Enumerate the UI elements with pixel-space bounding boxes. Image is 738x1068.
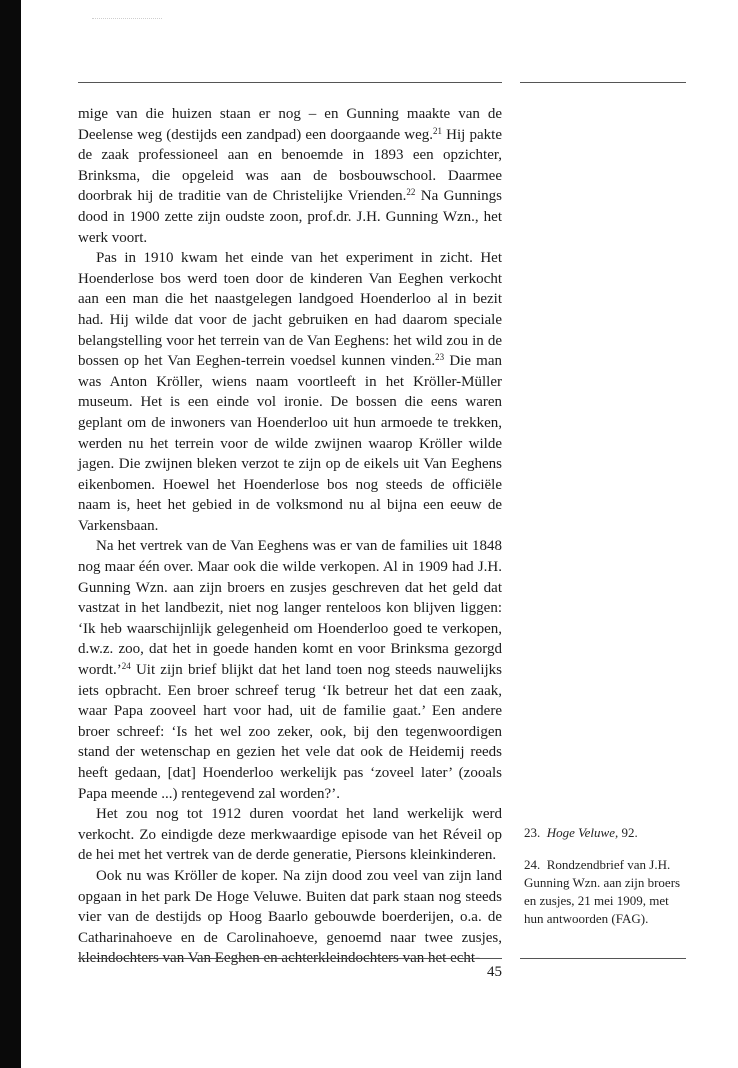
paragraph-2: Pas in 1910 kwam het einde van het experiment in zicht. Het Hoenderlose bos werd toen door de kinderen Van Eeghen verkocht aan een man die het naastgelegen landgoed Hoenderloo al in bezit had. Hij wilde dat voor de jacht gebruiken en had daarom speciale belangstelling voor het terrein van de Van Eeghens: het wild zou in de bossen op het Van Eeghen-terrein voedsel kunnen vinden.$^{23}$ Die man was Anton Kröller, wiens naam voortleeft in het Kröller-Müller museum. Het is een einde vol ironie. De bossen die eens waren geplant om de inwoners van Hoenderloo uit hun armoede te trekken, werden nu het terrein voor de wilde zwijnen waarop Kröller wilde jagen. Die zwijnen bleken verzot te zijn op de eikels uit Van Eeghens eikenbomen. Hoewel het Hoenderlose bos nog steeds de officiële naam is, heet het gebied in de volksmond nu al bijna een eeuw de Varkensbaan. (78, 250, 503, 534)
footnote-24 (524, 856, 688, 928)
footnote-ref-22[interactable]: 22 (406, 187, 416, 198)
footer-rule-main (78, 958, 502, 959)
footnote-ref-21[interactable]: 21 (433, 125, 443, 136)
paragraph-4: Het zou nog tot 1912 duren voordat het land werkelijk werd verkocht. Zo eindigde deze merkwaardige episode van het Réveil op de hei met het vertrek van de derde generatie, Piersons kleinkinderen. (78, 806, 502, 864)
footer-rule-margin (520, 958, 686, 959)
header-rule-main (78, 82, 502, 83)
header-rule-margin (520, 82, 686, 83)
footnote-ref-24[interactable]: 24 (121, 661, 131, 672)
footnote-text: 92. (618, 825, 638, 840)
body-text (78, 104, 502, 969)
footnote-ref-23[interactable]: 23 (435, 352, 445, 363)
footnote-number: 24. (524, 857, 541, 872)
page-number: 45 (487, 964, 502, 980)
paragraph-1: mige van die huizen staan er nog – en Gunning maakte van de Deelense weg (destijds een zandpad) een doorgaande weg.$^{21}$ Hij pakte de zaak professioneel aan en benoemde in 1893 een opzichter, Brinksma, die opgeleid was aan de bosbouwschool. Daarmee doorbrak hij de traditie van de Christelijke Vrienden.$^{22}$ Na Gunnings dood in 1900 zette zijn oudste zoon, prof.dr. J.H. Gunning Wzn., het werk voort. (78, 106, 503, 246)
scan-binding-edge (0, 0, 21, 1068)
paragraph-3: Na het vertrek van de Van Eeghens was er van de families uit 1848 nog maar één over. Maar ook die wilde verkopen. Al in 1909 had J.H. Gunning Wzn. aan zijn broers en zusjes geschreven dat het geld dat vastzat in het landbezit, niet nog langer renteloos kon blijven liggen: ‘Ik heb waarschijnlijk gelegenheid om Hoenderloo goed te verkopen, d.w.z. zoo, dat het in goede handen komt en voor Brinksma gezorgd wordt.’$^{24}$ Uit zijn brief blijkt dat het land toen nog steeds nauwelijks iets opbracht. Een broer schreef terug ‘Ik betreur het dat een zaak, waar Papa zooveel hart voor had, uit de familie gaat.’ Een andere broer schreef: ‘Is het wel zoo zeker, ook, bij den tegenwoordigen stand der wetenschap en gezien het vele dat ook de Heidemij reeds heeft gedaan, [dat] Hoenderloo werkelijk pas ‘zoveel later’ (zooals Papa meende ...) rentegevend zal worden?’. (78, 538, 502, 802)
footnote-title: Hoge Veluwe, (546, 825, 619, 840)
scan-artifact (92, 18, 162, 23)
footnote-number: 23. (524, 825, 541, 840)
footnote-text: Rondzendbrief van J.H. Gunning Wzn. aan zijn broers en zusjes, 21 mei 1909, met hun antwoorden (FAG). (524, 857, 681, 926)
paragraph-5: Ook nu was Kröller de koper. Na zijn dood zou veel van zijn land opgaan in het park De Hoge Veluwe. Buiten dat park staan nog steeds vier van de destijds op Hoog Baarlo gebouwde boerderijen, o.a. de Catharinahoeve en de Carolinahoeve, genoemd naar twee zusjes, kleindochters van Van Eeghen en achterkleindochters van het echt- (78, 867, 502, 967)
footnote-23 (524, 824, 688, 842)
